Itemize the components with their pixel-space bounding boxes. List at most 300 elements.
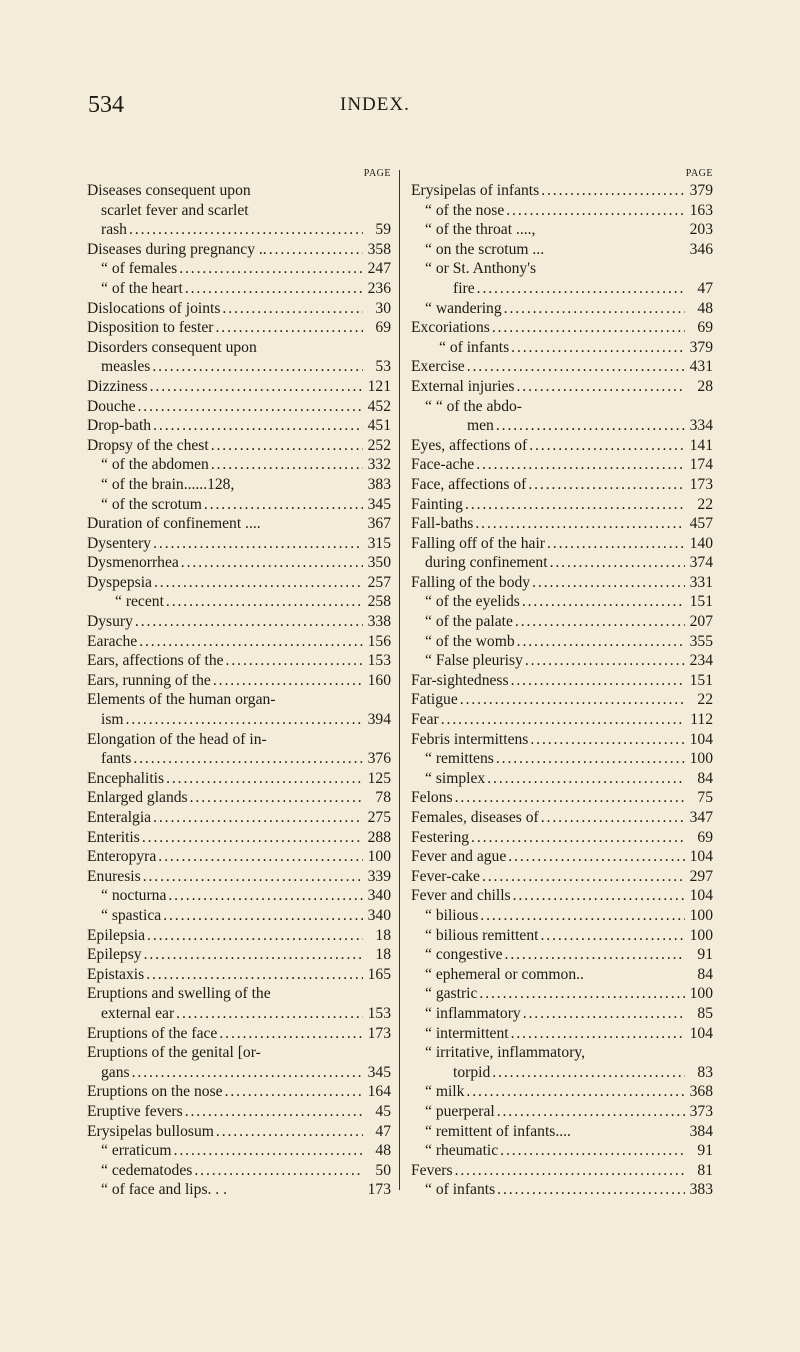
entry-term: Festering xyxy=(411,828,470,846)
leader-dots xyxy=(522,592,685,612)
index-entry xyxy=(411,240,713,260)
leader-dots xyxy=(215,318,363,338)
leader-dots xyxy=(541,181,685,201)
leader-dots xyxy=(517,377,686,397)
entry-page-number: 125 xyxy=(367,769,391,787)
index-entry xyxy=(411,220,713,240)
index-entry xyxy=(411,318,713,338)
entry-term: Enlarged glands xyxy=(87,789,188,807)
leader-dots xyxy=(185,1102,363,1122)
entry-term: Erysipelas bullosum xyxy=(87,1122,214,1140)
entry-page-number: 141 xyxy=(689,436,713,454)
index-entry xyxy=(87,926,391,946)
entry-page-number: 104 xyxy=(689,887,713,905)
page-column-label: PAGE xyxy=(685,168,713,179)
entry-term: Falling off of the hair xyxy=(411,534,545,552)
entry-page-number: 355 xyxy=(689,632,713,650)
entry-page-number: 346 xyxy=(689,240,713,258)
leader-dots xyxy=(482,867,685,887)
entry-page-number: 48 xyxy=(375,1142,391,1160)
index-entry xyxy=(411,436,713,456)
index-entry xyxy=(411,201,713,221)
index-entry xyxy=(87,671,391,691)
entry-page-number: 18 xyxy=(375,946,391,964)
leader-dots xyxy=(475,514,685,534)
leader-dots xyxy=(204,495,363,515)
index-entry xyxy=(87,906,391,926)
index-entry xyxy=(87,828,391,848)
entry-term: “ puerperal xyxy=(425,1102,495,1120)
index-entry xyxy=(411,1180,713,1200)
index-entry xyxy=(411,926,713,946)
entry-term: Fever-cake xyxy=(411,867,480,885)
entry-term: “ erraticum xyxy=(101,1142,172,1160)
index-entry xyxy=(411,612,713,632)
entry-term: “ on the scrotum ... xyxy=(425,240,545,258)
running-head: INDEX. xyxy=(340,94,410,115)
leader-dots xyxy=(150,377,363,397)
entry-term: “ intermittent xyxy=(425,1024,509,1042)
entry-page-number: 84 xyxy=(697,769,713,787)
index-entry xyxy=(87,220,391,240)
index-entry xyxy=(411,1161,713,1181)
page-column-label: PAGE xyxy=(363,168,391,179)
index-entry xyxy=(411,828,713,848)
leader-dots xyxy=(492,1063,685,1083)
index-entry xyxy=(87,259,391,279)
index-entry xyxy=(87,416,391,436)
page-header xyxy=(0,92,800,132)
entry-term: Dislocations of joints xyxy=(87,299,221,317)
leader-dots xyxy=(467,357,685,377)
entry-term: gans xyxy=(101,1063,130,1081)
index-entries xyxy=(87,181,391,1200)
entry-page-number: 384 xyxy=(689,1122,713,1140)
leader-dots xyxy=(142,828,363,848)
entry-term: “ congestive xyxy=(425,946,503,964)
entry-page-number: 140 xyxy=(689,534,713,552)
index-entry xyxy=(87,1122,391,1142)
leader-dots xyxy=(216,1122,363,1142)
entry-term: “ cedematodes xyxy=(101,1161,193,1179)
entry-page-number: 332 xyxy=(367,456,391,474)
leader-dots xyxy=(513,886,685,906)
entry-term: Drop-bath xyxy=(87,417,152,435)
entry-term: Falling of the body xyxy=(411,573,531,591)
leader-dots xyxy=(455,1161,685,1181)
leader-dots xyxy=(153,416,363,436)
entry-page-number: 340 xyxy=(367,906,391,924)
entry-term: Face, affections of xyxy=(411,475,527,493)
entry-term: Douche xyxy=(87,397,136,415)
entry-page-number: 374 xyxy=(689,554,713,572)
entry-term: Eyes, affections of xyxy=(411,436,528,454)
leader-dots xyxy=(517,632,685,652)
entry-term: ism xyxy=(101,711,124,729)
leader-dots xyxy=(476,455,685,475)
index-column-left xyxy=(87,167,391,1200)
leader-dots xyxy=(213,671,363,691)
leader-dots xyxy=(511,338,685,358)
entry-page-number: 451 xyxy=(367,417,391,435)
entry-page-number: 331 xyxy=(689,573,713,591)
entry-term: Fainting xyxy=(411,495,463,513)
index-entry xyxy=(411,514,713,534)
entry-term: Enteritis xyxy=(87,828,140,846)
entry-page-number: 339 xyxy=(367,867,391,885)
entry-page-number: 22 xyxy=(697,495,713,513)
index-entry xyxy=(411,279,713,299)
index-entry xyxy=(87,592,391,612)
entry-term: Fatigue xyxy=(411,691,458,709)
entry-term: Diseases during pregnancy .. xyxy=(87,240,267,258)
entry-term: Eruptive fevers xyxy=(87,1102,183,1120)
index-entry xyxy=(87,495,391,515)
leader-dots xyxy=(505,945,685,965)
entry-page-number: 394 xyxy=(367,711,391,729)
entry-page-number: 234 xyxy=(689,652,713,670)
leader-dots xyxy=(269,240,363,260)
leader-dots xyxy=(500,1141,685,1161)
index-entry xyxy=(87,279,391,299)
entry-term: External injuries xyxy=(411,377,515,395)
entry-page-number: 81 xyxy=(697,1161,713,1179)
entry-term: Disposition to fester xyxy=(87,319,214,337)
entry-page-number: 121 xyxy=(367,377,391,395)
entry-page-number: 91 xyxy=(697,946,713,964)
index-entry xyxy=(87,318,391,338)
entry-page-number: 163 xyxy=(689,201,713,219)
index-entry xyxy=(411,867,713,887)
leader-dots xyxy=(166,592,363,612)
index-entry xyxy=(411,730,713,750)
entry-page-number: 47 xyxy=(697,279,713,297)
entry-page-number: 203 xyxy=(689,221,713,239)
entry-term: Enteralgia xyxy=(87,809,152,826)
entry-page-number: 78 xyxy=(375,789,391,807)
leader-dots xyxy=(158,847,363,867)
entry-term: “ of infants xyxy=(425,1181,496,1199)
leader-dots xyxy=(194,1161,363,1181)
leader-dots xyxy=(185,279,363,299)
index-entry xyxy=(411,299,713,319)
entry-page-number: 383 xyxy=(367,475,391,493)
entry-page-number: 104 xyxy=(689,1024,713,1042)
leader-dots xyxy=(146,965,363,985)
entry-page-number: 164 xyxy=(367,1083,391,1101)
entry-term: “ rheumatic xyxy=(425,1142,499,1160)
entry-term: “ recent xyxy=(115,593,164,611)
entry-page-number: 452 xyxy=(367,397,391,415)
entry-page-number: 165 xyxy=(367,965,391,983)
entry-page-number: 28 xyxy=(697,377,713,395)
entry-term: Erysipelas of infants xyxy=(411,182,540,199)
entry-page-number: 367 xyxy=(367,515,391,533)
entry-term: Epilepsy xyxy=(87,946,142,964)
entry-term: “ bilious remittent xyxy=(425,926,539,944)
entry-term: Dizziness xyxy=(87,377,148,395)
index-entry xyxy=(411,788,713,808)
entry-page-number: 18 xyxy=(375,926,391,944)
entry-term: “ of the heart xyxy=(101,279,183,297)
entry-term: Febris intermittens xyxy=(411,730,529,748)
leader-dots xyxy=(466,1082,685,1102)
entry-page-number: 345 xyxy=(367,495,391,513)
index-entry xyxy=(411,1122,713,1142)
entry-page-number: 83 xyxy=(697,1063,713,1081)
leader-dots xyxy=(441,710,685,730)
leader-dots xyxy=(181,553,363,573)
entry-page-number: 104 xyxy=(689,848,713,866)
index-entry xyxy=(87,1141,391,1161)
leader-dots xyxy=(508,847,685,867)
entry-term: Epistaxis xyxy=(87,965,145,983)
entry-term: “ of the abdomen xyxy=(101,456,209,474)
entry-page-number: 358 xyxy=(367,240,391,258)
index-entry xyxy=(87,455,391,475)
leader-dots xyxy=(506,201,685,221)
index-entry xyxy=(411,651,713,671)
leader-dots xyxy=(541,808,685,828)
entry-term-line: Elongation of the head of in- xyxy=(87,730,267,748)
index-entry xyxy=(87,847,391,867)
entry-term: Epilepsia xyxy=(87,926,146,944)
leader-dots xyxy=(129,220,363,240)
entry-page-number: 45 xyxy=(375,1102,391,1120)
entry-term: Fall-baths xyxy=(411,515,474,533)
index-entry xyxy=(411,534,713,554)
entry-term: Dysentery xyxy=(87,534,152,552)
index-entry xyxy=(87,553,391,573)
index-entry xyxy=(411,886,713,906)
entry-page-number: 69 xyxy=(375,319,391,337)
entry-page-number: 100 xyxy=(689,906,713,924)
entry-page-number: 207 xyxy=(689,613,713,631)
entry-term: “ bilious xyxy=(425,906,479,924)
entry-page-number: 112 xyxy=(690,711,713,729)
leader-dots xyxy=(166,769,363,789)
leader-dots xyxy=(211,436,363,456)
entry-term: Enuresis xyxy=(87,867,141,885)
leader-dots xyxy=(132,1063,363,1083)
index-entry xyxy=(87,632,391,652)
leader-dots xyxy=(465,495,685,515)
column-divider xyxy=(399,170,400,1190)
entry-page-number: 153 xyxy=(367,1004,391,1022)
entry-page-number: 151 xyxy=(689,593,713,611)
entry-term: Dropsy of the chest xyxy=(87,436,209,454)
leader-dots xyxy=(154,573,363,593)
entry-term: Earache xyxy=(87,632,138,650)
entry-page-number: 315 xyxy=(367,534,391,552)
leader-dots xyxy=(511,1024,685,1044)
index-entry xyxy=(411,769,713,789)
entry-term: rash xyxy=(101,221,127,239)
leader-dots xyxy=(455,788,685,808)
index-entry xyxy=(87,1180,391,1200)
entry-term-line: Diseases consequent upon xyxy=(87,182,251,199)
entry-page-number: 247 xyxy=(367,260,391,278)
leader-dots xyxy=(479,984,685,1004)
entry-page-number: 173 xyxy=(367,1181,391,1199)
leader-dots xyxy=(226,651,363,671)
entry-page-number: 85 xyxy=(697,1004,713,1022)
entry-term: Dyspepsia xyxy=(87,573,152,591)
entry-page-number: 379 xyxy=(689,182,713,199)
entry-page-number: 376 xyxy=(367,750,391,768)
entry-page-number: 160 xyxy=(367,671,391,689)
index-entry xyxy=(411,338,713,358)
entry-page-number: 30 xyxy=(375,299,391,317)
entry-term: Females, diseases of xyxy=(411,809,539,826)
entry-page-number: 368 xyxy=(689,1083,713,1101)
index-entry xyxy=(87,1102,391,1122)
leader-dots xyxy=(492,318,685,338)
entry-term: Dysmenorrhea xyxy=(87,554,179,572)
leader-dots xyxy=(152,357,363,377)
index-entry xyxy=(411,553,713,573)
entry-term-line: Elements of the human organ- xyxy=(87,691,276,709)
index-entry xyxy=(87,710,391,730)
index-entry xyxy=(87,475,391,495)
entry-page-number: 100 xyxy=(689,926,713,944)
entry-term: Eruptions on the nose xyxy=(87,1083,223,1101)
index-entry xyxy=(411,1004,713,1024)
leader-dots xyxy=(532,573,685,593)
entry-page-number: 75 xyxy=(697,789,713,807)
entry-term: “ of the scrotum xyxy=(101,495,202,513)
index-entry xyxy=(411,592,713,612)
leader-dots xyxy=(190,788,363,808)
leader-dots xyxy=(530,730,685,750)
entry-term: Felons xyxy=(411,789,453,807)
index-entry xyxy=(411,906,713,926)
entry-term: “ of the womb xyxy=(425,632,515,650)
index-entry xyxy=(87,240,391,260)
index-entry xyxy=(411,749,713,769)
entry-term: “ of face and lips. . . xyxy=(101,1181,227,1199)
entry-page-number: 151 xyxy=(689,671,713,689)
leader-dots xyxy=(147,926,363,946)
entry-page-number: 91 xyxy=(697,1142,713,1160)
leader-dots xyxy=(135,612,363,632)
entry-term: “ of the throat ...., xyxy=(425,221,536,239)
entry-page-number: 156 xyxy=(367,632,391,650)
leader-dots xyxy=(225,1082,363,1102)
index-entry xyxy=(411,632,713,652)
index-entry xyxy=(87,1024,391,1044)
entry-page-number: 258 xyxy=(367,593,391,611)
index-entry xyxy=(87,945,391,965)
leader-dots xyxy=(144,945,363,965)
entry-term: “ ephemeral or common.. xyxy=(425,965,584,983)
entry-term: measles xyxy=(101,358,151,376)
entry-page-number: 288 xyxy=(367,828,391,846)
index-entry xyxy=(87,808,391,828)
entry-page-number: 383 xyxy=(689,1181,713,1199)
entry-term: Eruptions of the face xyxy=(87,1024,218,1042)
entry-page-number: 457 xyxy=(689,515,713,533)
entry-term-line: “ irritative, inflammatory, xyxy=(425,1044,586,1062)
leader-dots xyxy=(222,299,363,319)
leader-dots xyxy=(487,769,685,789)
index-entry xyxy=(87,514,391,534)
index-entry xyxy=(411,1063,713,1083)
entry-term: “ of the nose xyxy=(425,201,505,219)
entry-page-number: 257 xyxy=(367,573,391,591)
index-entry xyxy=(87,788,391,808)
entry-page-number: 173 xyxy=(689,475,713,493)
entry-page-number: 347 xyxy=(689,809,713,826)
entry-page-number: 252 xyxy=(367,436,391,454)
index-entry xyxy=(411,710,713,730)
index-entry xyxy=(411,945,713,965)
entry-page-number: 334 xyxy=(689,417,713,435)
entry-page-number: 47 xyxy=(375,1122,391,1140)
leader-dots xyxy=(525,651,685,671)
entry-term: fire xyxy=(453,279,475,297)
entry-term: Excoriations xyxy=(411,319,490,337)
entry-term: “ False pleurisy xyxy=(425,652,523,670)
leader-dots xyxy=(529,436,685,456)
page-number: 534 xyxy=(88,92,124,118)
entry-term: Face-ache xyxy=(411,456,475,474)
leader-dots xyxy=(480,906,685,926)
leader-dots xyxy=(153,534,363,554)
entry-term: “ gastric xyxy=(425,985,478,1003)
index-entry xyxy=(411,690,713,710)
index-entry xyxy=(411,984,713,1004)
entry-term: “ of the eyelids xyxy=(425,593,520,611)
entry-page-number: 431 xyxy=(689,358,713,376)
entry-term: “ simplex xyxy=(425,769,486,787)
entry-term: Exercise xyxy=(411,358,465,376)
entry-term: Dysury xyxy=(87,613,133,631)
leader-dots xyxy=(460,690,685,710)
index-entry xyxy=(411,573,713,593)
entry-term: Ears, running of the xyxy=(87,671,211,689)
index-entry xyxy=(411,808,713,828)
entry-term-line: scarlet fever and scarlet xyxy=(101,201,249,219)
index-entry xyxy=(411,357,713,377)
leader-dots xyxy=(540,926,685,946)
index-entry xyxy=(411,847,713,867)
leader-dots xyxy=(550,553,685,573)
index-entry xyxy=(87,573,391,593)
entry-page-number: 100 xyxy=(689,985,713,1003)
entry-page-number: 338 xyxy=(367,613,391,631)
entry-term: “ of females xyxy=(101,260,178,278)
leader-dots xyxy=(504,299,685,319)
leader-dots xyxy=(471,828,685,848)
entry-page-number: 84 xyxy=(697,965,713,983)
entry-page-number: 236 xyxy=(367,279,391,297)
index-column-right xyxy=(411,167,713,1200)
index-entry xyxy=(87,651,391,671)
index-entry xyxy=(87,612,391,632)
entry-term: Duration of confinement .... xyxy=(87,515,261,533)
leader-dots xyxy=(139,632,363,652)
entry-page-number: 345 xyxy=(367,1063,391,1081)
entry-term: Fear xyxy=(411,711,439,729)
entry-page-number: 69 xyxy=(697,828,713,846)
leader-dots xyxy=(496,416,685,436)
entry-term: “ of infants xyxy=(439,338,510,356)
entry-term: “ remittent of infants.... xyxy=(425,1122,571,1140)
index-entry xyxy=(411,1102,713,1122)
index-entry xyxy=(87,1082,391,1102)
entry-page-number: 350 xyxy=(367,554,391,572)
